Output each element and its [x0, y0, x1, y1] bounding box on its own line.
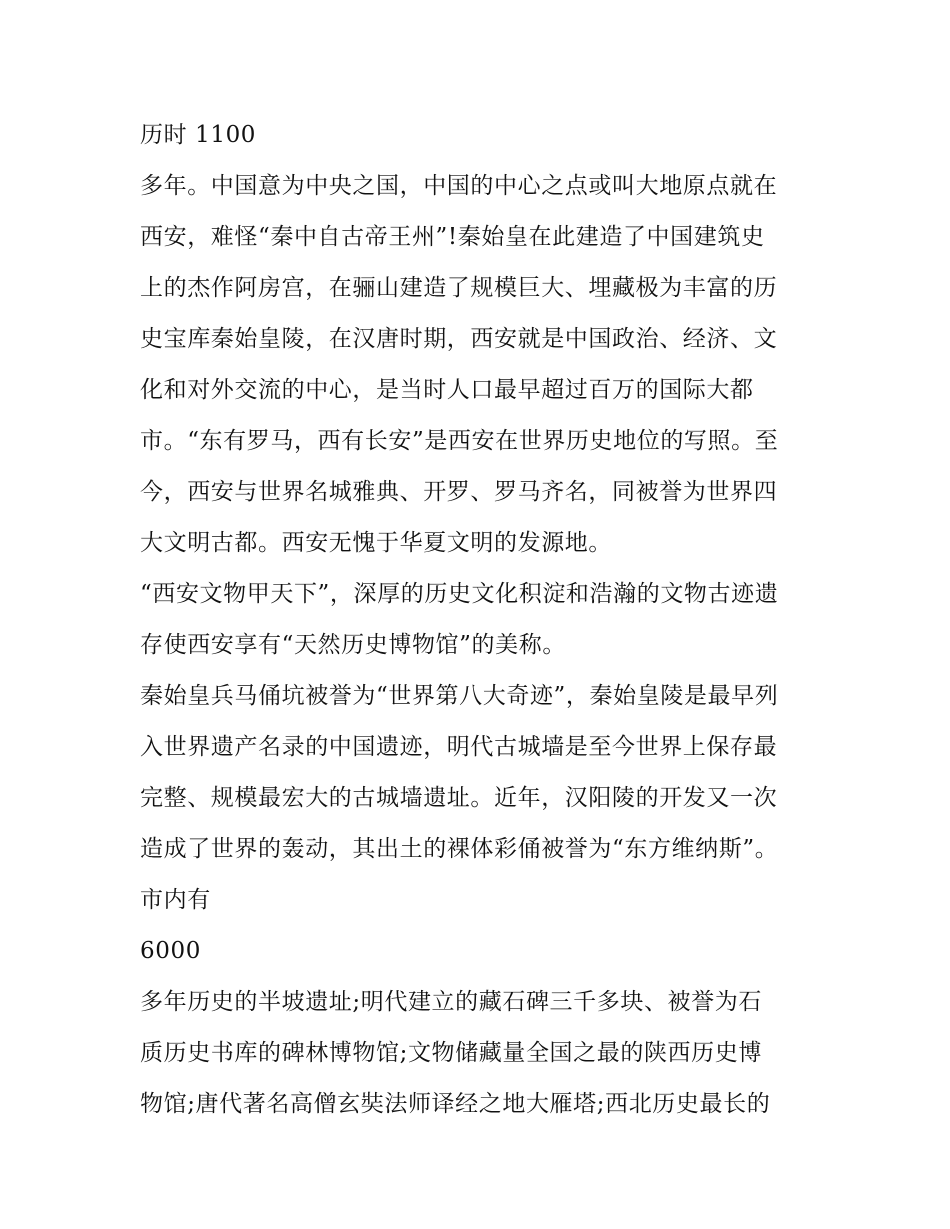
text-line: 市。“东有罗马，西有长安”是西安在世界历史地位的写照。至: [140, 428, 779, 454]
text-line: 存使西安享有“天然历史博物馆”的美称。: [140, 632, 566, 658]
text-line: 完整、规模最宏大的古城墙遗址。近年，汉阳陵的开发又一次: [140, 785, 778, 811]
text-line: 秦始皇兵马俑坑被誉为“世界第八大奇迹”，秦始皇陵是最早列: [140, 683, 779, 709]
text-line: 西安，难怪“秦中自古帝王州”!秦始皇在此建造了中国建筑史: [140, 224, 765, 250]
text-line: 6000: [140, 938, 201, 964]
text-line: 历时 1100: [140, 122, 257, 148]
text-line: “西安文物甲天下”，深厚的历史文化积淀和浩瀚的文物古迹遗: [140, 581, 779, 607]
text-line: 质历史书库的碑林博物馆;文物储藏量全国之最的陕西历史博: [140, 1040, 762, 1066]
text-line: 物馆;唐代著名高僧玄奘法师译经之地大雁塔;西北历史最长的: [140, 1091, 771, 1117]
text-line: 大文明古都。西安无愧于华夏文明的发源地。: [140, 530, 612, 556]
text-line: 化和对外交流的中心，是当时人口最早超过百万的国际大都: [140, 377, 754, 403]
text-line: 造成了世界的轰动，其出土的裸体彩俑被誉为“东方维纳斯”。: [140, 836, 779, 862]
text-line: 今，西安与世界名城雅典、开罗、罗马齐名，同被誉为世界四: [140, 479, 778, 505]
text-line: 入世界遗产名录的中国遗迹，明代古城墙是至今世界上保存最: [140, 734, 778, 760]
text-line: 多年。中国意为中央之国，中国的中心之点或叫大地原点就在: [140, 173, 778, 199]
text-line: 史宝库秦始皇陵，在汉唐时期，西安就是中国政治、经济、文: [140, 326, 778, 352]
text-line: 市内有: [140, 887, 211, 913]
text-line: 上的杰作阿房宫，在骊山建造了规模巨大、埋藏极为丰富的历: [140, 275, 778, 301]
body-text: [140, 110, 820, 1130]
text-line: 多年历史的半坡遗址;明代建立的藏石碑三千多块、被誉为石: [140, 989, 762, 1015]
